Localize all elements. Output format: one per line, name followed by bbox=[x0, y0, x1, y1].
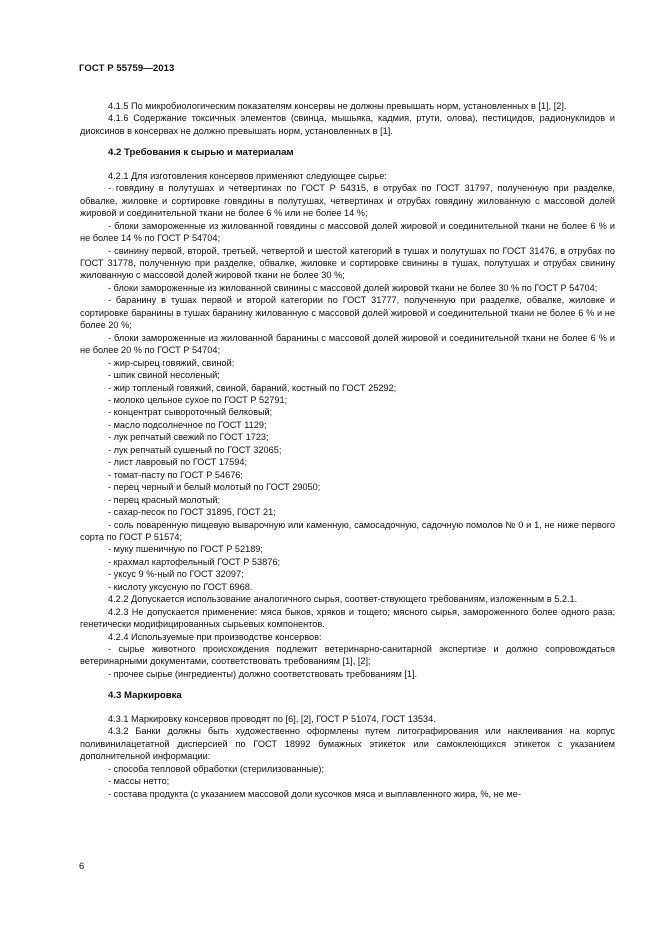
list-item: - концентрат сывороточный белковый; bbox=[108, 407, 273, 418]
para-4-3-2: 4.3.2 Банки должны быть художественно оформлены путем литографирования или наклеивания на корпус поливинилацетатной дисперсией по ГОСТ 18992 бумажных этикеток или самоклеющихся этикеток с указанием дополнительной информации: bbox=[80, 726, 615, 762]
list-item-mutton: - баранину в тушах первой и второй категории по ГОСТ 31777, полученную при разделке, обвалке, жиловке и сортировке баранины в тушах баранину жилованную с массовой долей жировой и соединительной ткани не более 6 % и не более 20 %; bbox=[80, 295, 615, 331]
list-item-pork-blocks: - блоки замороженные из жилованной свинины с массовой долей жировой ткани не более 30 % по ГОСТ Р 54704; bbox=[108, 282, 598, 293]
list-item: - жир топленый говяжий, свиной, бараний, костный по ГОСТ 25292; bbox=[108, 382, 397, 393]
section-heading-4-3: 4.3 Маркировка bbox=[108, 690, 182, 702]
list-item: - томат-пасту по ГОСТ Р 54676; bbox=[108, 469, 243, 480]
para-4-2-3: 4.2.3 Не допускается применение: мяса быков, хряков и тощего; мясного сырья, замороженного более одного раза; генетически модифицированных сырьевых компонентов. bbox=[80, 606, 615, 630]
para-4-2-2: 4.2.2 Допускается использование аналогичного сырья, соответ-ствующего требованиям, изложенным в 5.2.1. bbox=[108, 594, 578, 605]
list-item: - жир-сырец говяжий, свиной; bbox=[108, 357, 235, 368]
para-4-1-6: 4.1.6 Содержание токсичных элементов (свинца, мышьяка, кадмия, ртути, олова), пестицидов, радионуклидов и диоксинов в консервах не должно превышать норм, установленных в [1]. bbox=[80, 113, 615, 136]
list-item: - молоко цельное сухое по ГОСТ Р 52791; bbox=[108, 394, 288, 405]
list-item: - лук репчатый свежий по ГОСТ 1723; bbox=[108, 432, 269, 443]
list-item: - крахмал картофельный ГОСТ Р 53876; bbox=[108, 556, 280, 567]
list-item: - способа тепловой обработки (стерилизованные); bbox=[108, 763, 324, 774]
list-item: - прочее сырье (ингредиенты) должно соответствовать требованиям [1]. bbox=[108, 668, 418, 679]
list-item-mutton-blocks: - блоки замороженные из жилованной баранины с массовой долей жировой и соединительной ткани не более 6 % и не более 20 % по ГОСТ Р 54704; bbox=[80, 332, 615, 356]
para-4-1-5: 4.1.5 По микробиологическим показателям консервы не должны превышать норм, установленных в [1], [2]. bbox=[108, 101, 567, 111]
document-body bbox=[80, 100, 615, 800]
list-item: - уксус 9 %-ный по ГОСТ 32097; bbox=[108, 569, 244, 580]
list-item: - перец красный молотый; bbox=[108, 494, 221, 505]
section-heading-4-2: 4.2 Требования к сырью и материалам bbox=[108, 147, 294, 159]
list-item: - лук репчатый сушеный по ГОСТ 32065; bbox=[108, 444, 282, 455]
para-4-2-4: 4.2.4 Используемые при производстве консервов: bbox=[108, 631, 322, 642]
list-item-salt: - соль поваренную пищевую выварочную или каменную, самосадочную, садочную помолов № 0 и 1, не ниже первого сорта по ГОСТ Р 51574; bbox=[80, 519, 615, 542]
standard-header: ГОСТ Р 55759—2013 bbox=[79, 63, 175, 74]
list-item: - перец черный и белый молотый по ГОСТ 29050; bbox=[108, 482, 321, 493]
list-item: - состава продукта (с указанием массовой доли кусочков мяса и выплавленного жира, %, не ме- bbox=[108, 788, 521, 799]
list-item: - кислоту уксусную по ГОСТ 6968. bbox=[108, 581, 253, 592]
list-item: - шпик свиной несоленый; bbox=[108, 370, 220, 381]
list-item: - сахар-песок по ГОСТ 31895, ГОСТ 21; bbox=[108, 507, 276, 518]
list-item-pork: - свинину первой, второй, третьей, четвертой и шестой категорий в тушах и полутушах по ГОСТ 31476, в отрубах по ГОСТ 31778, полученную при разделке, обвалке, жиловке и сортировке свинины в тушах, полутушах и отрубах свинину жилованную с массовой долей жировой ткани не более 30 %; bbox=[80, 245, 615, 281]
list-item: - муку пшеничную по ГОСТ Р 52189; bbox=[108, 544, 263, 555]
list-item: - масло подсолнечное по ГОСТ 1129; bbox=[108, 419, 267, 430]
list-item-beef-blocks: - блоки замороженные из жилованной говядины с массовой долей жировой и соединительной ткани не более 6 % и не более 14 % по ГОСТ Р 54704; bbox=[80, 220, 615, 244]
para-4-2-1: 4.2.1 Для изготовления консервов применяют следующее сырье: bbox=[108, 170, 387, 181]
para-4-3-1: 4.3.1 Маркировку консервов проводят по [6], [2], ГОСТ Р 51074, ГОСТ 13534. bbox=[108, 713, 436, 724]
list-item: - сырье животного происхождения подлежит ветеринарно-санитарной экспертизе и должно сопровождаться ветеринарными документами, соответствовать требованиям [1], [2]; bbox=[80, 644, 615, 667]
list-item-beef: - говядину в полутушах и четвертинах по ГОСТ Р 54315, в отрубах по ГОСТ 31797, полученную при разделке, обвалке, жиловке и сортировке говядины в полутушах, четвертинах и отрубах говядину жилованную с массовой долей жировой и соединительной ткани не более 6 % или не более 14 %; bbox=[80, 183, 615, 219]
list-item: - лист лавровый по ГОСТ 17594; bbox=[108, 457, 248, 468]
page-number: 6 bbox=[79, 861, 85, 872]
list-item: - массы нетто; bbox=[108, 776, 170, 787]
